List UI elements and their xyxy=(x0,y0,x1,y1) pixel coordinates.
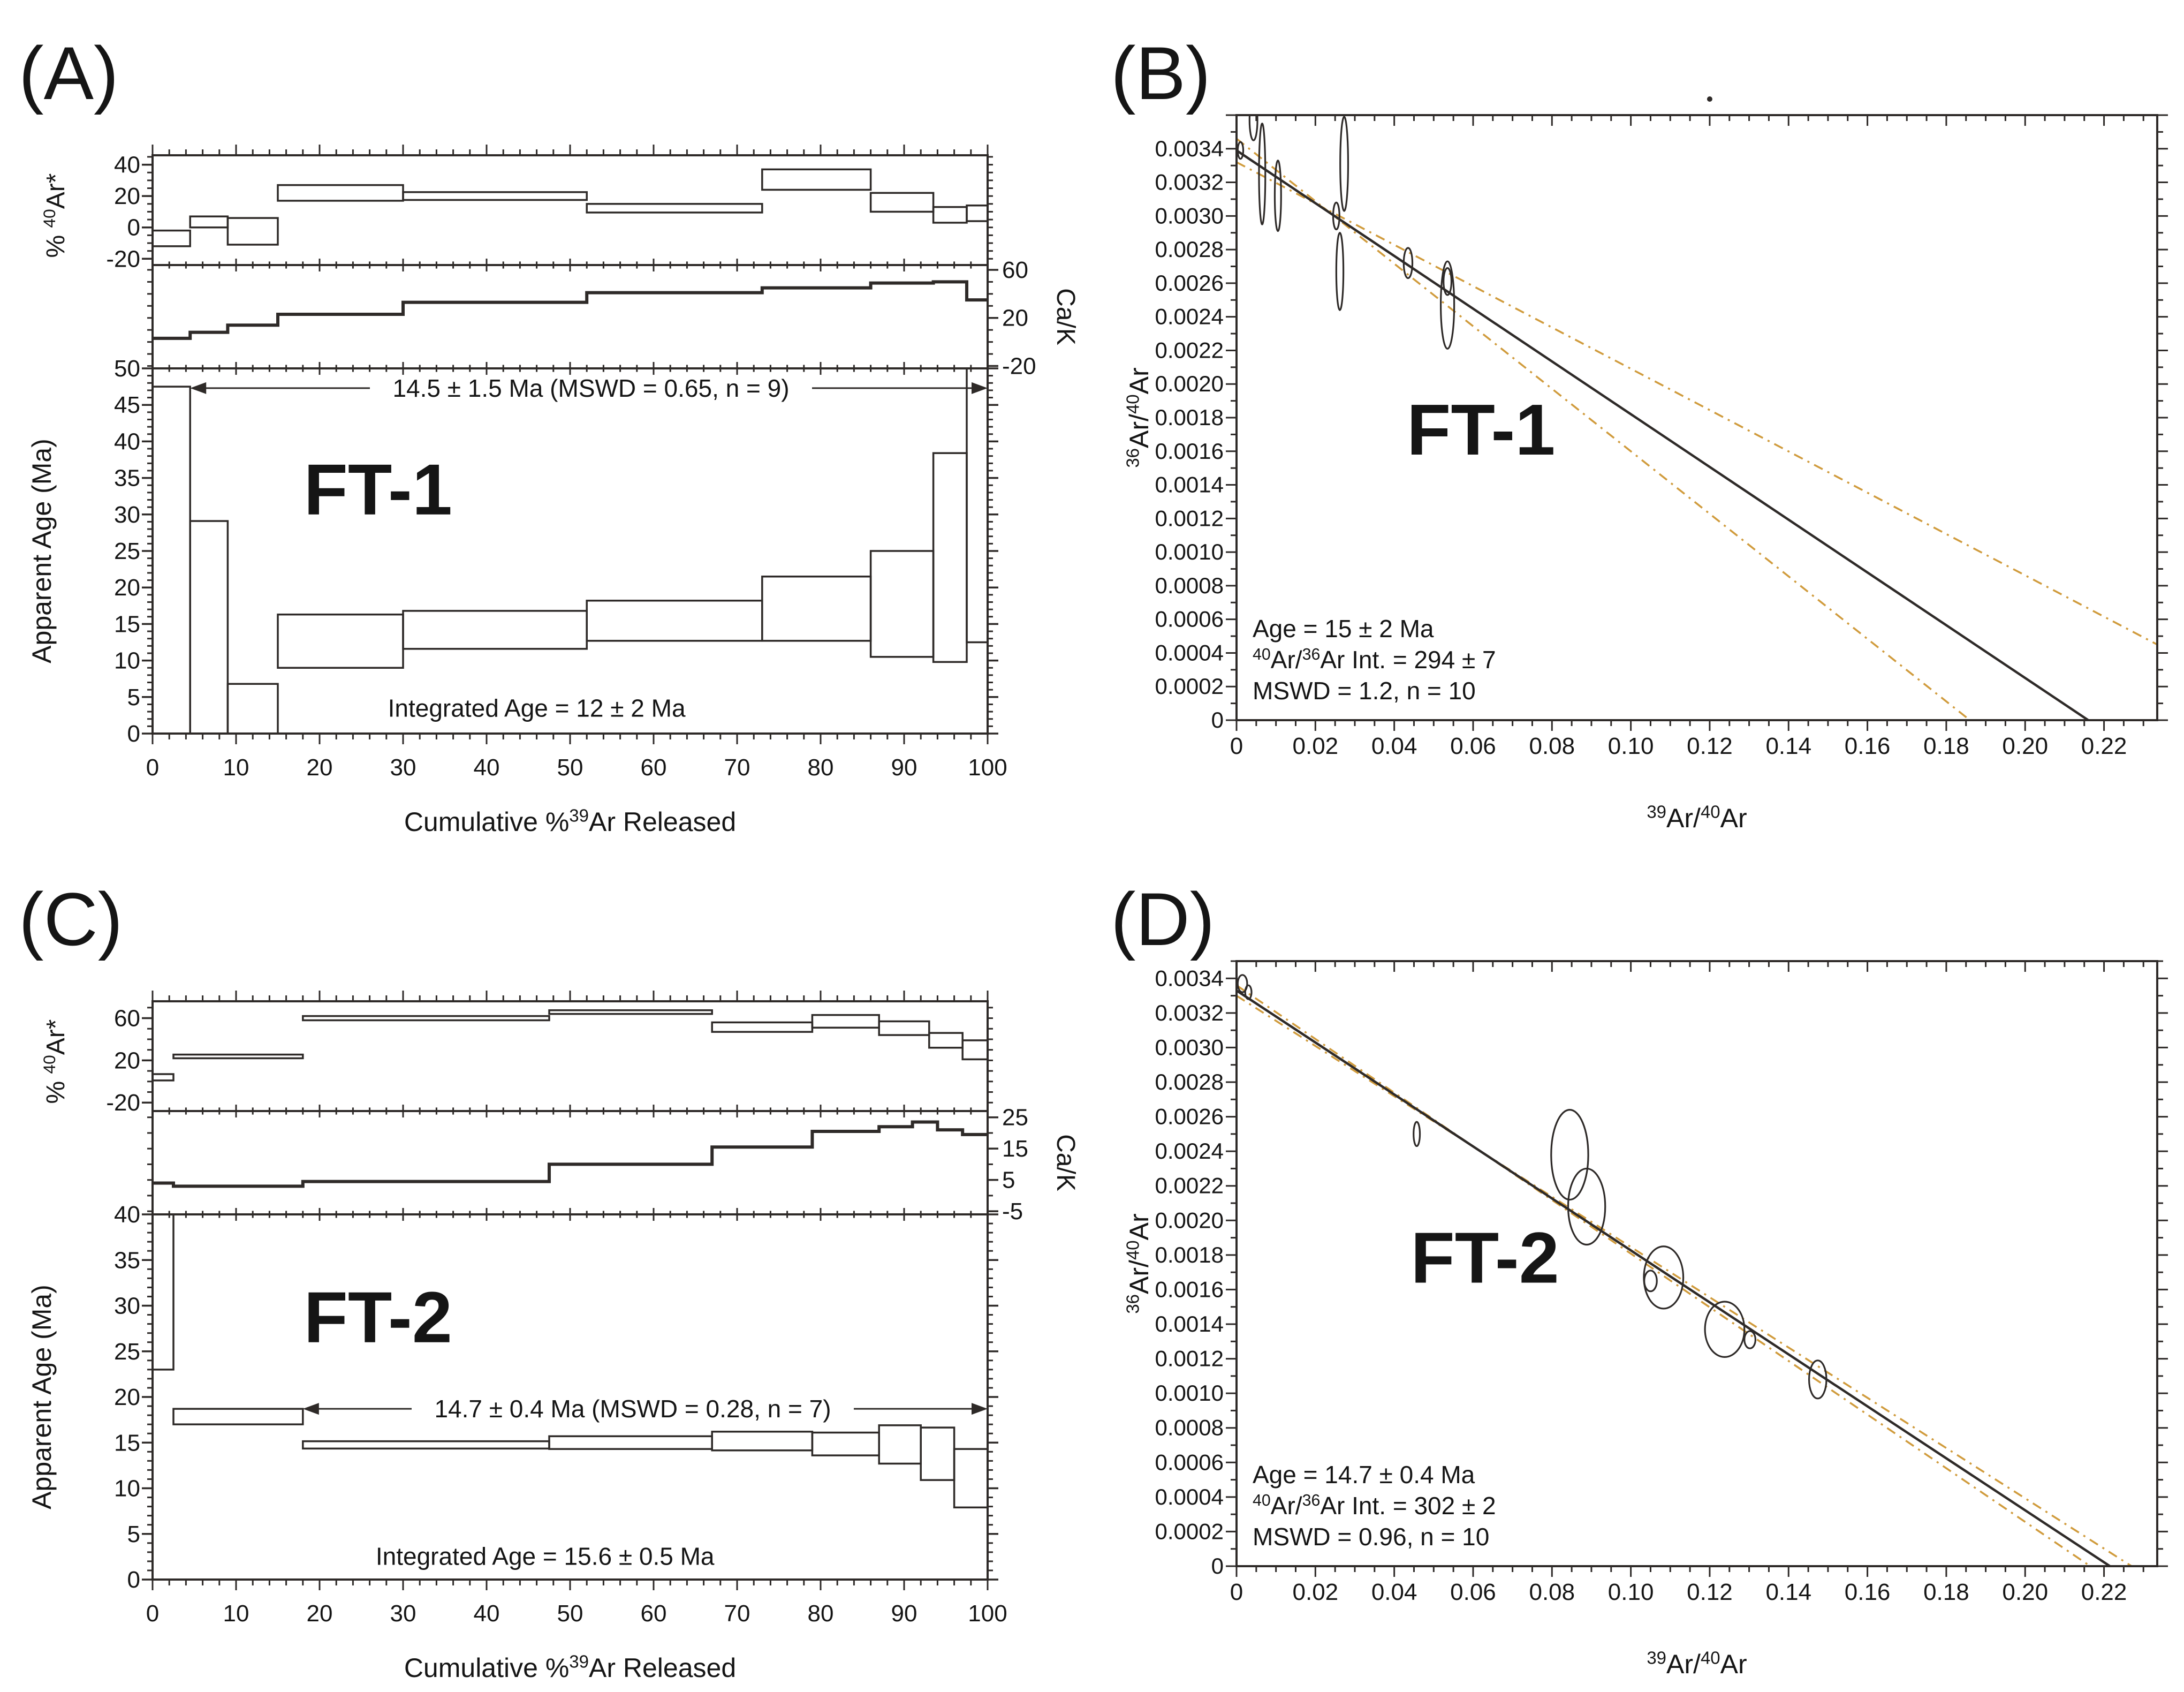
y-tick-label: 20 xyxy=(114,183,140,210)
step-rect xyxy=(190,521,228,734)
y-axis-title: $^{36}$Ar/$^{40}$Ar xyxy=(1123,1213,1154,1314)
y-tick-label: 0.0034 xyxy=(1155,135,1224,161)
error-ellipse xyxy=(1568,1168,1605,1244)
y-tick-label: 0.0028 xyxy=(1155,237,1224,262)
x-tick-label: 90 xyxy=(891,754,917,781)
y-tick-label: 0.0022 xyxy=(1155,337,1224,363)
cak-axis-title: Ca/K xyxy=(1051,288,1080,345)
y-tick-label: 40 xyxy=(114,428,140,455)
x-axis-title: $^{39}$Ar/$^{40}$Ar xyxy=(1647,1648,1747,1679)
y-tick-label: 0.0030 xyxy=(1155,203,1224,229)
x-tick-label: 50 xyxy=(557,1600,583,1627)
y-tick-label: 0.0026 xyxy=(1155,270,1224,296)
ar40-axis-title: % $^{40}$Ar* xyxy=(40,173,70,258)
x-tick-label: 0.02 xyxy=(1292,733,1339,759)
plot-spine xyxy=(153,155,988,265)
x-tick-label: 0 xyxy=(146,1600,160,1627)
error-ellipse xyxy=(1336,233,1343,310)
step-rect xyxy=(228,218,278,245)
y-tick-label: 0.0012 xyxy=(1155,1346,1224,1371)
x-tick-label: 0.06 xyxy=(1450,733,1496,759)
isochron-chart-ft1 xyxy=(1092,0,2184,846)
isochron-chart-ft2 xyxy=(1092,846,2184,1692)
panel-letter: (B) xyxy=(1111,31,1211,115)
main-steps xyxy=(153,1207,988,1507)
x-tick-label: 0 xyxy=(146,754,160,781)
x-tick-label: 0.08 xyxy=(1529,1579,1575,1605)
plateau-arrowhead-right xyxy=(972,1403,988,1415)
x-tick-label: 50 xyxy=(557,754,583,781)
x-tick-label: 0.14 xyxy=(1765,733,1812,759)
y-tick-label: 25 xyxy=(1002,1104,1028,1131)
step-rect xyxy=(879,1425,921,1464)
x-tick-label: 100 xyxy=(968,754,1007,781)
x-tick-label: 0.04 xyxy=(1371,1579,1417,1605)
x-tick-label: 0.22 xyxy=(2081,733,2127,759)
y-axis-title: $^{36}$Ar/$^{40}$Ar xyxy=(1123,367,1154,468)
x-tick-label: 0.12 xyxy=(1687,1579,1733,1605)
y-tick-label: 40 xyxy=(114,152,140,178)
x-axis-title: Cumulative %$^{39}$Ar Released xyxy=(404,1651,737,1683)
x-tick-label: 10 xyxy=(223,1600,249,1627)
step-rect xyxy=(278,185,403,201)
y-tick-label: 30 xyxy=(114,1293,140,1319)
y-tick-label: 0.0010 xyxy=(1155,539,1224,565)
error-ellipse xyxy=(1238,142,1243,158)
plot-spine xyxy=(153,1001,988,1111)
error-ellipse xyxy=(1705,1302,1745,1357)
step-rect xyxy=(762,577,871,641)
y-tick-label: 0.0020 xyxy=(1155,1207,1224,1233)
error-ellipse xyxy=(1644,1271,1657,1291)
ar40-steps xyxy=(153,1010,988,1081)
y-tick-label: 0.0012 xyxy=(1155,505,1224,531)
y-tick-label: -20 xyxy=(1002,353,1036,380)
sample-label: FT-1 xyxy=(1406,389,1556,471)
y-tick-label: 0.0018 xyxy=(1155,405,1224,430)
step-rect xyxy=(153,1074,173,1081)
y-tick-label: 30 xyxy=(114,501,140,528)
stray-dot xyxy=(1707,96,1712,102)
confidence-envelope xyxy=(1237,162,2157,645)
y-tick-label: -5 xyxy=(1002,1198,1023,1225)
step-rect xyxy=(173,1055,303,1059)
plateau-arrowhead-left xyxy=(303,1403,319,1415)
x-tick-label: 90 xyxy=(891,1600,917,1627)
y-tick-label: 0.0022 xyxy=(1155,1173,1224,1198)
y-tick-label: 25 xyxy=(114,538,140,564)
panel-letter: (A) xyxy=(19,31,119,115)
x-tick-label: 0.08 xyxy=(1529,733,1575,759)
plateau-label: 14.5 ± 1.5 Ma (MSWD = 0.65, n = 9) xyxy=(392,374,790,402)
plateau-arrowhead-right xyxy=(972,382,988,394)
y-tick-label: 15 xyxy=(114,1430,140,1456)
y-tick-label: 0.0006 xyxy=(1155,606,1224,632)
y-tick-label: 0.0002 xyxy=(1155,674,1224,699)
error-ellipse xyxy=(1414,1122,1420,1146)
y-tick-label: 0.0006 xyxy=(1155,1449,1224,1475)
cak-line xyxy=(153,282,988,338)
step-rect xyxy=(153,387,190,734)
y-tick-label: 0.0032 xyxy=(1155,169,1224,195)
x-tick-label: 70 xyxy=(724,1600,750,1627)
y-tick-label: 0.0024 xyxy=(1155,1138,1224,1164)
step-rect xyxy=(173,1409,303,1424)
x-tick-label: 0.20 xyxy=(2002,733,2049,759)
x-tick-label: 0.10 xyxy=(1607,1579,1654,1605)
step-rect xyxy=(303,1441,549,1449)
panel-C-age-spectrum xyxy=(0,846,1092,1692)
panel-A-age-spectrum xyxy=(0,0,1092,846)
x-tick-label: 0.18 xyxy=(1923,1579,1969,1605)
x-tick-label: 0 xyxy=(1230,733,1243,759)
y-tick-label: 45 xyxy=(114,392,140,419)
x-axis-title: $^{39}$Ar/$^{40}$Ar xyxy=(1647,802,1747,833)
panel-letter: (C) xyxy=(19,877,123,961)
step-rect xyxy=(934,453,967,662)
x-tick-label: 70 xyxy=(724,754,750,781)
y-tick-label: -20 xyxy=(106,246,140,273)
age-spectrum-chart-ft1 xyxy=(0,0,1092,846)
y-tick-label: 0.0032 xyxy=(1155,1000,1224,1025)
y-tick-label: 0.0020 xyxy=(1155,371,1224,397)
error-ellipse xyxy=(1745,1331,1756,1348)
x-tick-label: 40 xyxy=(473,1600,500,1627)
x-tick-label: 30 xyxy=(390,1600,416,1627)
y-tick-label: 15 xyxy=(1002,1136,1028,1162)
step-rect xyxy=(303,1016,549,1021)
y-tick-label: 5 xyxy=(127,684,140,711)
integrated-age-label: Integrated Age = 15.6 ± 0.5 Ma xyxy=(375,1542,715,1570)
step-rect xyxy=(967,365,988,642)
panel-D-isochron xyxy=(1092,846,2184,1692)
step-rect xyxy=(762,169,871,190)
error-ellipse xyxy=(1441,261,1454,349)
step-rect xyxy=(934,207,967,223)
y-tick-label: 20 xyxy=(114,1384,140,1410)
x-tick-label: 0.06 xyxy=(1450,1579,1496,1605)
y-tick-label: 0 xyxy=(127,1567,140,1593)
y-tick-label: 0.0034 xyxy=(1155,965,1224,991)
error-ellipse xyxy=(1809,1361,1826,1399)
cak-line xyxy=(153,1122,988,1186)
y-tick-label: 5 xyxy=(1002,1167,1015,1194)
y-axis-title: Apparent Age (Ma) xyxy=(27,439,57,663)
x-tick-label: 0.12 xyxy=(1687,733,1733,759)
step-rect xyxy=(587,204,762,213)
y-tick-label: 40 xyxy=(114,1202,140,1228)
plot-spine xyxy=(153,368,988,734)
x-tick-label: 0.10 xyxy=(1607,733,1654,759)
y-tick-label: 0 xyxy=(127,214,140,241)
x-tick-label: 20 xyxy=(306,1600,333,1627)
y-tick-label: 10 xyxy=(114,1475,140,1502)
x-tick-label: 0.02 xyxy=(1292,1579,1339,1605)
sample-label: FT-2 xyxy=(304,1276,452,1358)
x-tick-label: 30 xyxy=(390,754,416,781)
step-rect xyxy=(403,611,587,649)
panel-letter: (D) xyxy=(1111,877,1215,961)
y-tick-label: -20 xyxy=(106,1090,140,1116)
step-rect xyxy=(929,1033,962,1048)
y-tick-label: 0.0004 xyxy=(1155,1484,1224,1509)
y-axis-title: Apparent Age (Ma) xyxy=(27,1285,57,1509)
ar40-steps xyxy=(153,169,988,246)
step-rect xyxy=(871,193,934,212)
step-rect xyxy=(712,1432,812,1451)
ar40-axis-title: % $^{40}$Ar* xyxy=(40,1019,70,1104)
annotation-line: $^{40}$Ar/$^{36}$Ar Int. = 302 ± 2 xyxy=(1253,1491,1496,1520)
y-tick-label: 0.0016 xyxy=(1155,1276,1224,1302)
annotation-line: $^{40}$Ar/$^{36}$Ar Int. = 294 ± 7 xyxy=(1253,645,1496,674)
step-rect xyxy=(712,1022,812,1032)
y-tick-label: 35 xyxy=(114,1247,140,1274)
x-tick-label: 0.20 xyxy=(2002,1579,2049,1605)
x-tick-label: 0.16 xyxy=(1844,733,1891,759)
y-tick-label: 0.0028 xyxy=(1155,1069,1224,1094)
y-tick-label: 0.0008 xyxy=(1155,572,1224,598)
step-rect xyxy=(954,1449,988,1507)
y-tick-label: 0.0026 xyxy=(1155,1104,1224,1129)
annotation-line: MSWD = 1.2, n = 10 xyxy=(1253,677,1476,705)
error-ellipse xyxy=(1551,1110,1588,1200)
step-rect xyxy=(153,231,190,246)
annotation-line: Age = 15 ± 2 Ma xyxy=(1253,615,1434,643)
step-rect xyxy=(871,551,934,657)
x-tick-label: 10 xyxy=(223,754,249,781)
y-tick-label: 50 xyxy=(114,356,140,382)
y-tick-label: 0.0014 xyxy=(1155,472,1224,497)
step-rect xyxy=(587,601,762,641)
step-rect xyxy=(549,1436,712,1449)
step-rect xyxy=(812,1432,879,1455)
x-tick-label: 0.16 xyxy=(1844,1579,1891,1605)
step-rect xyxy=(403,192,587,200)
x-axis-title: Cumulative %$^{39}$Ar Released xyxy=(404,805,737,837)
y-tick-label: 20 xyxy=(114,575,140,601)
y-tick-label: 10 xyxy=(114,647,140,674)
step-rect xyxy=(278,615,403,668)
y-tick-label: 0.0004 xyxy=(1155,640,1224,666)
y-tick-label: 0.0030 xyxy=(1155,1034,1224,1060)
x-tick-label: 80 xyxy=(807,754,834,781)
y-tick-label: 0.0016 xyxy=(1155,438,1224,464)
y-tick-label: 0.0002 xyxy=(1155,1519,1224,1544)
x-tick-label: 20 xyxy=(306,754,333,781)
y-tick-label: 0 xyxy=(1211,707,1224,732)
y-tick-label: 0.0010 xyxy=(1155,1380,1224,1406)
y-tick-label: 35 xyxy=(114,465,140,492)
y-tick-label: 0.0014 xyxy=(1155,1311,1224,1336)
main-steps xyxy=(153,365,988,734)
sample-label: FT-1 xyxy=(304,449,452,530)
step-rect xyxy=(153,1207,173,1369)
x-tick-label: 60 xyxy=(640,754,667,781)
y-tick-label: 25 xyxy=(114,1338,140,1365)
cak-axis-title: Ca/K xyxy=(1051,1134,1080,1191)
age-spectrum-chart-ft2 xyxy=(0,846,1092,1692)
panel-B-isochron xyxy=(1092,0,2184,846)
y-tick-label: 0.0018 xyxy=(1155,1242,1224,1267)
step-rect xyxy=(190,216,228,228)
step-rect xyxy=(228,684,278,734)
x-tick-label: 60 xyxy=(640,1600,667,1627)
annotation-line: Age = 14.7 ± 0.4 Ma xyxy=(1253,1461,1475,1489)
y-tick-label: 20 xyxy=(1002,305,1028,331)
x-tick-label: 0.04 xyxy=(1371,733,1417,759)
step-rect xyxy=(549,1010,712,1014)
integrated-age-label: Integrated Age = 12 ± 2 Ma xyxy=(388,694,686,722)
y-tick-label: 60 xyxy=(114,1005,140,1032)
x-tick-label: 0.14 xyxy=(1765,1579,1812,1605)
y-tick-label: 5 xyxy=(127,1521,140,1547)
error-ellipse xyxy=(1340,117,1348,211)
step-rect xyxy=(921,1427,954,1480)
x-tick-label: 80 xyxy=(807,1600,834,1627)
y-tick-label: 0.0024 xyxy=(1155,304,1224,329)
x-tick-label: 40 xyxy=(473,754,500,781)
step-rect xyxy=(962,1040,988,1059)
y-tick-label: 20 xyxy=(114,1047,140,1074)
y-tick-label: 0 xyxy=(127,721,140,747)
sample-label: FT-2 xyxy=(1410,1217,1559,1298)
annotation-line: MSWD = 0.96, n = 10 xyxy=(1253,1523,1490,1551)
y-tick-label: 0.0008 xyxy=(1155,1415,1224,1440)
x-tick-label: 0.22 xyxy=(2081,1579,2127,1605)
step-rect xyxy=(967,206,988,221)
y-tick-label: 0 xyxy=(1211,1553,1224,1578)
plateau-label: 14.7 ± 0.4 Ma (MSWD = 0.28, n = 7) xyxy=(434,1395,831,1423)
step-rect xyxy=(812,1015,879,1028)
x-tick-label: 0 xyxy=(1230,1579,1243,1605)
y-tick-label: 15 xyxy=(114,611,140,638)
x-tick-label: 0.18 xyxy=(1923,733,1969,759)
x-tick-label: 100 xyxy=(968,1600,1007,1627)
step-rect xyxy=(879,1021,929,1035)
y-tick-label: 60 xyxy=(1002,256,1028,283)
plateau-arrowhead-left xyxy=(190,382,206,394)
